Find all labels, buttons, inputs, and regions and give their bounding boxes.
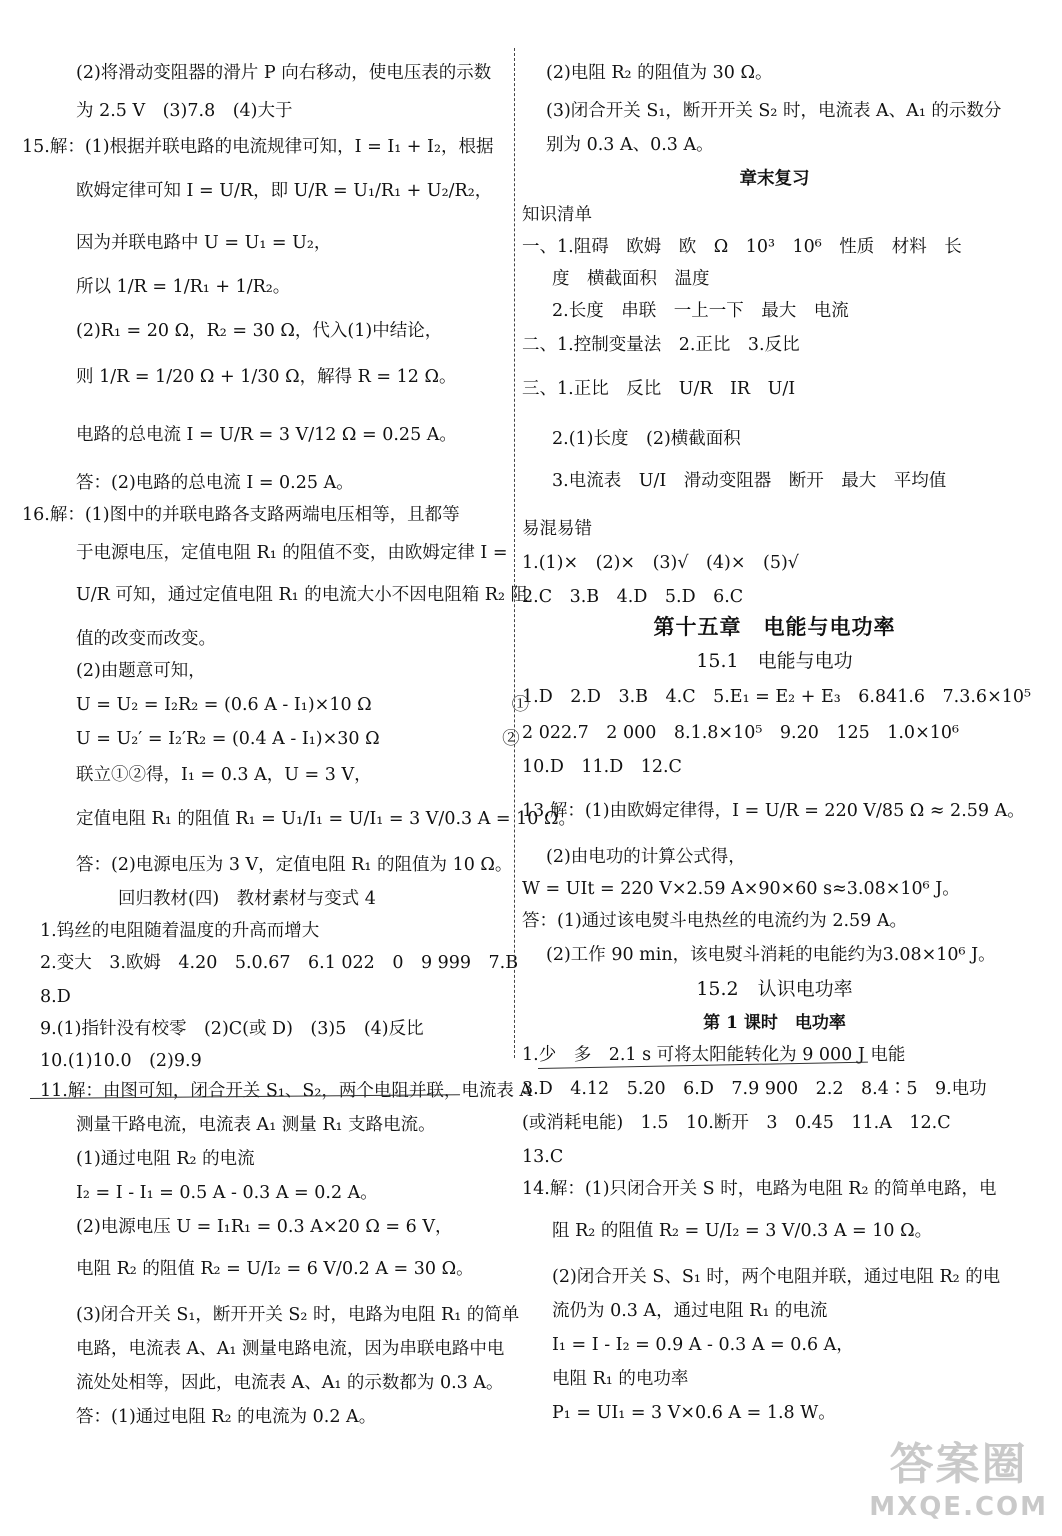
- left-text-line: 电路，电流表 A、A₁ 测量电路电流，因为串联电路中电: [76, 1339, 505, 1359]
- right-text-line: W = UIt = 220 V×2.59 A×90×60 s≈3.08×10⁶ J。: [522, 879, 960, 899]
- right-text-line: 知识清单: [522, 205, 592, 225]
- left-text-line: I₂ = I - I₁ = 0.5 A - 0.3 A = 0.2 A。: [76, 1183, 378, 1203]
- left-text-line: 欧姆定律可知 I = U/R，即 U/R = U₁/R₁ + U₂/R₂，: [76, 181, 493, 201]
- right-text-line: 别为 0.3 A、0.3 A。: [546, 135, 714, 155]
- left-text-line: 回归教材(四) 教材素材与变式 4: [118, 889, 376, 909]
- right-text-line: 3.电流表 U/I 滑动变阻器 断开 最大 平均值: [552, 471, 947, 491]
- right-text-line: (2)工作 90 min，该电熨斗消耗的电能约为3.08×10⁶ J。: [546, 945, 996, 965]
- right-text-line: 13.解：(1)由欧姆定律得，I = U/R = 220 V/85 Ω ≈ 2.59 A。: [522, 801, 1025, 821]
- right-text-line: 二、1.控制变量法 2.正比 3.反比: [522, 335, 800, 355]
- right-text-line: 1.D 2.D 3.B 4.C 5.E₁ = E₂ + E₃ 6.841.6 7.3.6×10⁵: [522, 687, 1032, 707]
- left-text-line: 答：(2)电源电压为 3 V，定值电阻 R₁ 的阻值为 10 Ω。: [76, 855, 513, 875]
- left-text-line: (3)闭合开关 S₁，断开开关 S₂ 时，电路为电阻 R₁ 的简单: [76, 1305, 520, 1325]
- right-text-line: 13.C: [522, 1147, 564, 1167]
- right-text-line: 流仍为 0.3 A，通过电阻 R₁ 的电流: [552, 1301, 828, 1321]
- left-text-line: 定值电阻 R₁ 的阻值 R₁ = U₁/I₁ = U/I₁ = 3 V/0.3 A = 10 Ω。: [76, 809, 576, 829]
- left-text-line: (1)通过电阻 R₂ 的电流: [76, 1149, 255, 1169]
- left-text-line: 9.(1)指针没有校零 (2)C(或 D) (3)5 (4)反比: [40, 1019, 424, 1039]
- left-text-line: 1.钨丝的电阻随着温度的升高而增大: [40, 921, 320, 941]
- right-text-line: 1.(1)× (2)× (3)√ (4)× (5)√: [522, 553, 799, 573]
- right-text-line: 2.长度 串联 一上一下 最大 电流: [552, 301, 849, 321]
- right-text-line: P₁ = UI₁ = 3 V×0.6 A = 1.8 W。: [552, 1403, 836, 1423]
- left-text-line: 联立①②得，I₁ = 0.3 A，U = 3 V，: [76, 765, 372, 785]
- left-text-line: 电路的总电流 I = U/R = 3 V/12 Ω = 0.25 A。: [76, 425, 457, 445]
- left-text-line: U = U₂′ = I₂′R₂ = (0.4 A - I₁)×30 Ω ②: [76, 729, 520, 749]
- left-text-line: 8.D: [40, 987, 71, 1007]
- right-text-line: 3.D 4.12 5.20 6.D 7.9 900 2.2 8.4∶5 9.电功: [522, 1079, 987, 1099]
- left-text-line: 电阻 R₂ 的阻值 R₂ = U/I₂ = 6 V/0.2 A = 30 Ω。: [76, 1259, 474, 1279]
- left-text-line: 15.解：(1)根据并联电路的电流规律可知，I = I₁ + I₂，根据: [22, 137, 494, 157]
- left-text-line: (2)R₁ = 20 Ω，R₂ = 30 Ω，代入(1)中结论，: [76, 321, 443, 341]
- right-text-line: (或消耗电能) 1.5 10.断开 3 0.45 11.A 12.C: [522, 1113, 951, 1133]
- section-15-1-heading: 15.1 电能与电功: [696, 650, 853, 672]
- right-text-line: (2)由电功的计算公式得，: [546, 847, 746, 867]
- left-text-line: 所以 1/R = 1/R₁ + 1/R₂。: [76, 277, 291, 297]
- left-text-line: 答：(2)电路的总电流 I = 0.25 A。: [76, 473, 354, 493]
- left-text-line: 10.(1)10.0 (2)9.9: [40, 1051, 202, 1071]
- left-text-line: 2.变大 3.欧姆 4.20 5.0.67 6.1 022 0 9 999 7.B: [40, 953, 519, 973]
- right-text-line: 14.解：(1)只闭合开关 S 时，电路为电阻 R₂ 的简单电路，电: [522, 1179, 997, 1199]
- watermark-text: 答案圈: [889, 1439, 1028, 1490]
- right-text-line: 易混易错: [522, 519, 592, 539]
- left-text-line: 因为并联电路中 U = U₁ = U₂，: [76, 233, 332, 253]
- watermark-url: MXQE.COM: [869, 1492, 1048, 1522]
- right-text-line: 度 横截面积 温度: [552, 269, 710, 289]
- chapter-review-heading: 章末复习: [739, 169, 810, 189]
- right-text-line: 阻 R₂ 的阻值 R₂ = U/I₂ = 3 V/0.3 A = 10 Ω。: [552, 1221, 933, 1241]
- section-15-2-heading: 15.2 认识电功率: [696, 978, 853, 1000]
- right-text-line: I₁ = I - I₂ = 0.9 A - 0.3 A = 0.6 A，: [552, 1335, 854, 1355]
- right-text-line: 1.少 多 2.1 s 可将太阳能转化为 9 000 J 电能: [522, 1045, 906, 1065]
- left-text-line: 则 1/R = 1/20 Ω + 1/30 Ω，解得 R = 12 Ω。: [76, 367, 457, 387]
- right-text-line: (3)闭合开关 S₁，断开开关 S₂ 时，电流表 A、A₁ 的示数分: [546, 101, 1002, 121]
- left-text-line: (2)由题意可知，: [76, 661, 206, 681]
- left-text-line: 流处处相等，因此，电流表 A、A₁ 的示数都为 0.3 A。: [76, 1373, 504, 1393]
- right-text-line: 2.C 3.B 4.D 5.D 6.C: [522, 587, 744, 607]
- column-divider: [514, 48, 515, 1058]
- left-text-line: 答：(1)通过电阻 R₂ 的电流为 0.2 A。: [76, 1407, 377, 1427]
- right-text-line: 电阻 R₁ 的电功率: [552, 1369, 689, 1389]
- left-text-line: 于电源电压，定值电阻 R₁ 的阻值不变，由欧姆定律 I =: [76, 543, 508, 563]
- chapter-15-heading: 第十五章 电能与电功率: [653, 614, 896, 639]
- left-text-line: 测量干路电流，电流表 A₁ 测量 R₁ 支路电流。: [76, 1115, 436, 1135]
- right-text-line: 答：(1)通过该电熨斗电热丝的电流约为 2.59 A。: [522, 911, 908, 931]
- right-text-line: 2 022.7 2 000 8.1.8×10⁵ 9.20 125 1.0×10⁶: [522, 723, 960, 743]
- left-text-line: (2)电源电压 U = I₁R₁ = 0.3 A×20 Ω = 6 V，: [76, 1217, 453, 1237]
- left-text-line: 值的改变而改变。: [76, 629, 216, 649]
- left-text-line: (2)将滑动变阻器的滑片 P 向右移动，使电压表的示数: [76, 63, 492, 83]
- right-text-line: 10.D 11.D 12.C: [522, 757, 682, 777]
- right-text-line: (2)电阻 R₂ 的阻值为 30 Ω。: [546, 63, 773, 83]
- watermark-logo: [869, 1428, 1048, 1522]
- right-text-line: 一、1.阻碍 欧姆 欧 Ω 10³ 10⁶ 性质 材料 长: [522, 237, 962, 257]
- left-text-line: U/R 可知，通过定值电阻 R₁ 的电流大小不因电阻箱 R₂ 阻: [76, 585, 529, 605]
- left-text-line: 为 2.5 V (3)7.8 (4)大于: [76, 101, 293, 121]
- lesson-1-heading: 第 1 课时 电功率: [703, 1013, 846, 1033]
- left-text-line: 11.解：由图可知，闭合开关 S₁、S₂，两个电阻并联，电流表 A: [40, 1081, 533, 1101]
- left-text-line: 16.解：(1)图中的并联电路各支路两端电压相等，且都等: [22, 505, 460, 525]
- right-text-line: 三、1.正比 反比 U/R IR U/I: [522, 379, 796, 399]
- left-text-line: U = U₂ = I₂R₂ = (0.6 A - I₁)×10 Ω ①: [76, 695, 530, 715]
- right-text-line: (2)闭合开关 S、S₁ 时，两个电阻并联，通过电阻 R₂ 的电: [552, 1267, 1001, 1287]
- right-text-line: 2.(1)长度 (2)横截面积: [552, 429, 741, 449]
